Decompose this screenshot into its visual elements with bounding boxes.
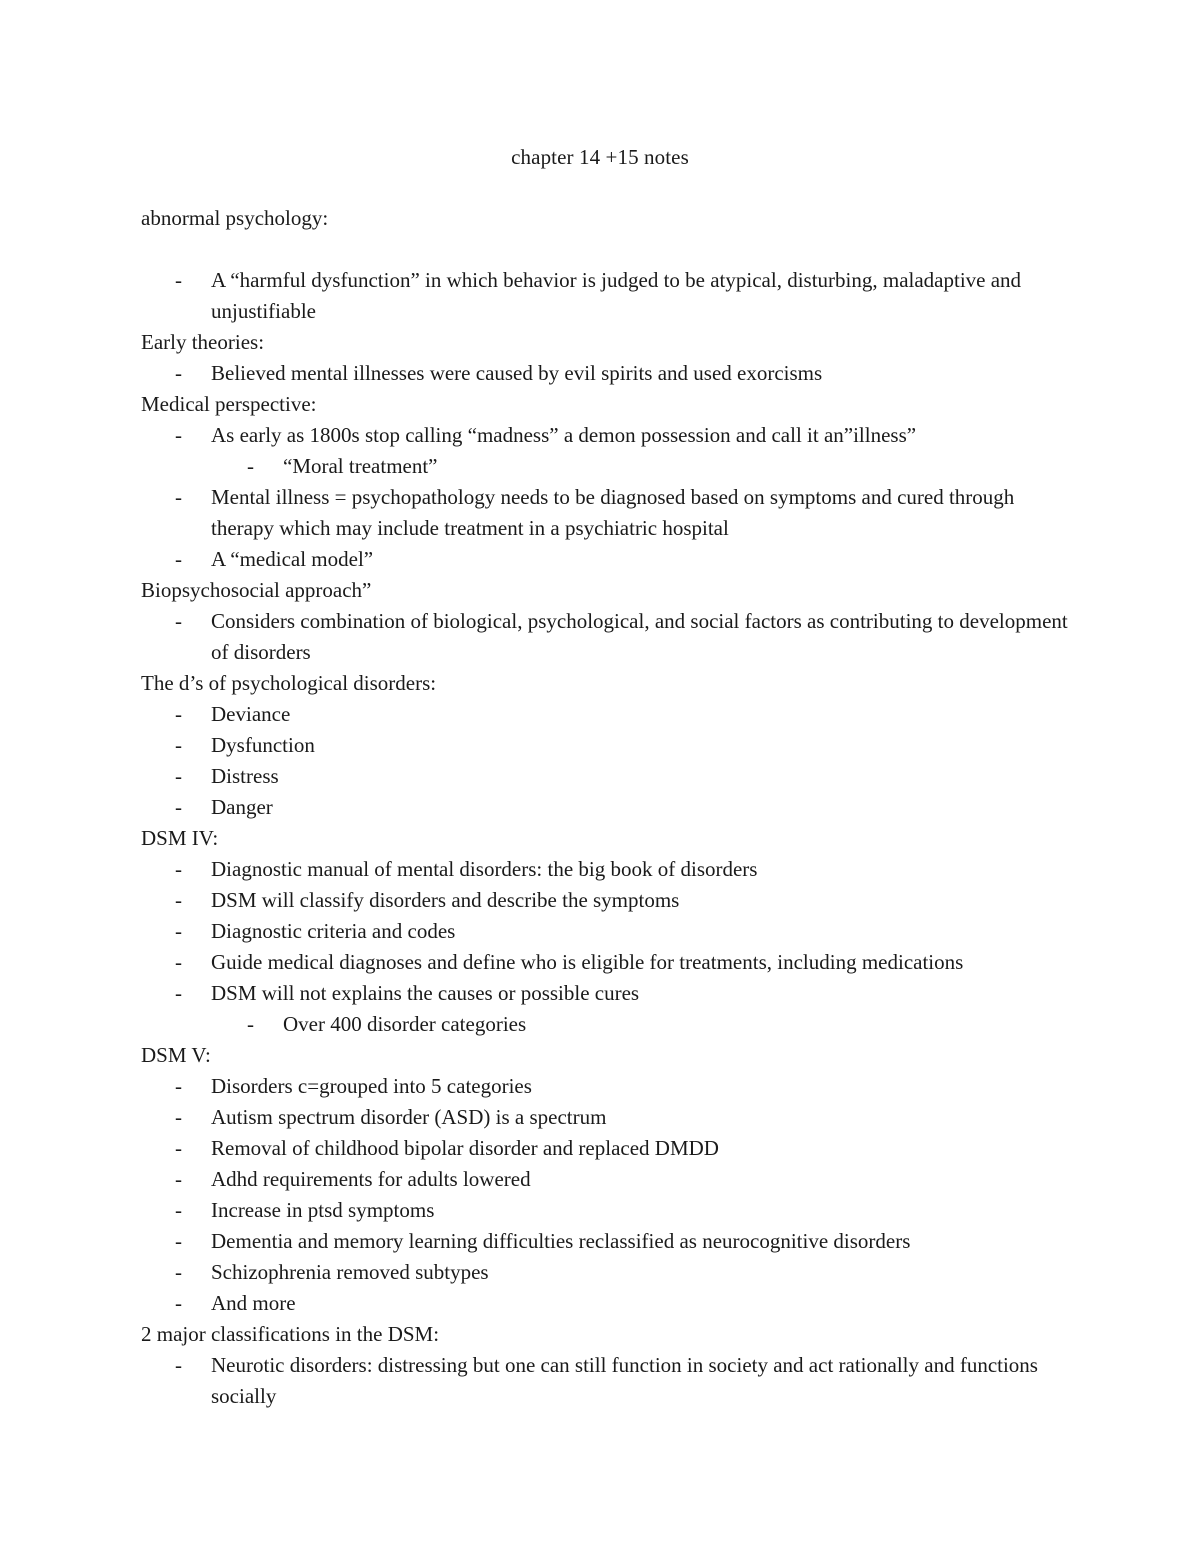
list-item bbox=[141, 916, 1071, 947]
list-item-text: As early as 1800s stop calling “madness” a demon possession and call it an”illness” bbox=[211, 423, 917, 447]
list-item bbox=[141, 947, 1071, 978]
list-item bbox=[141, 1226, 1071, 1257]
dash-bullet-icon: - bbox=[175, 1260, 182, 1284]
dash-bullet-icon: - bbox=[175, 1291, 182, 1315]
list-item bbox=[141, 1195, 1071, 1226]
dash-bullet-icon: - bbox=[175, 795, 182, 819]
bullet-list bbox=[141, 1071, 1071, 1319]
list-item bbox=[141, 606, 1071, 668]
list-item bbox=[141, 265, 1071, 327]
list-item-text: Neurotic disorders: distressing but one can still function in society and act rationally and functions socially bbox=[211, 1353, 1038, 1408]
list-item bbox=[141, 699, 1071, 730]
list-item-text: Considers combination of biological, psychological, and social factors as contributing to development of disorders bbox=[211, 609, 1068, 664]
page-title: chapter 14 +15 notes bbox=[511, 145, 689, 169]
dash-bullet-icon: - bbox=[175, 1198, 182, 1222]
list-item bbox=[141, 544, 1071, 575]
bullet-list bbox=[141, 606, 1071, 668]
dash-bullet-icon: - bbox=[247, 1012, 254, 1036]
list-item-text: And more bbox=[211, 1291, 296, 1315]
list-item-text: Danger bbox=[211, 795, 273, 819]
list-item-text: A “medical model” bbox=[211, 547, 374, 571]
list-item-text: Removal of childhood bipolar disorder and replaced DMDD bbox=[211, 1136, 719, 1160]
list-item-text: A “harmful dysfunction” in which behavior is judged to be atypical, disturbing, maladaptive and unjustifiable bbox=[211, 268, 1022, 323]
dash-bullet-icon: - bbox=[247, 454, 254, 478]
list-item bbox=[141, 1102, 1071, 1133]
list-item-text: Schizophrenia removed subtypes bbox=[211, 1260, 489, 1284]
list-item bbox=[141, 792, 1071, 823]
sub-list-item-text: Over 400 disorder categories bbox=[283, 1012, 527, 1036]
list-item-text: Diagnostic criteria and codes bbox=[211, 919, 456, 943]
list-item-text: Guide medical diagnoses and define who is eligible for treatments, including medications bbox=[211, 950, 964, 974]
list-item bbox=[141, 854, 1071, 885]
list-item bbox=[141, 978, 1071, 1009]
section-heading: Biopsychosocial approach” bbox=[141, 578, 372, 602]
list-item-text: Autism spectrum disorder (ASD) is a spectrum bbox=[211, 1105, 607, 1129]
dash-bullet-icon: - bbox=[175, 547, 182, 571]
list-item bbox=[141, 1133, 1071, 1164]
section-heading: abnormal psychology: bbox=[141, 206, 329, 230]
list-item-text: Diagnostic manual of mental disorders: the big book of disorders bbox=[211, 857, 758, 881]
bullet-list bbox=[141, 420, 1071, 575]
dash-bullet-icon: - bbox=[175, 1229, 182, 1253]
section-heading: The d’s of psychological disorders: bbox=[141, 671, 437, 695]
dash-bullet-icon: - bbox=[175, 485, 182, 509]
dash-bullet-icon: - bbox=[175, 1167, 182, 1191]
dash-bullet-icon: - bbox=[175, 950, 182, 974]
list-item bbox=[141, 482, 1071, 544]
bullet-list bbox=[141, 265, 1071, 327]
dash-bullet-icon: - bbox=[175, 919, 182, 943]
list-item-text: Believed mental illnesses were caused by evil spirits and used exorcisms bbox=[211, 361, 823, 385]
dash-bullet-icon: - bbox=[175, 981, 182, 1005]
section-heading: DSM IV: bbox=[141, 826, 219, 850]
list-item bbox=[141, 1164, 1071, 1195]
bullet-list bbox=[141, 1350, 1071, 1412]
list-item-text: Increase in ptsd symptoms bbox=[211, 1198, 435, 1222]
list-item-text: Distress bbox=[211, 764, 279, 788]
bullet-list bbox=[141, 854, 1071, 1040]
bullet-list bbox=[141, 358, 1071, 389]
section-heading: 2 major classifications in the DSM: bbox=[141, 1322, 440, 1346]
list-item-text: Dysfunction bbox=[211, 733, 315, 757]
list-item bbox=[141, 761, 1071, 792]
list-item-text: Dementia and memory learning difficulties reclassified as neurocognitive disorders bbox=[211, 1229, 911, 1253]
list-item-text: DSM will not explains the causes or possible cures bbox=[211, 981, 640, 1005]
section-heading: DSM V: bbox=[141, 1043, 211, 1067]
dash-bullet-icon: - bbox=[175, 609, 182, 633]
bullet-list bbox=[141, 699, 1071, 823]
section-heading: Early theories: bbox=[141, 330, 265, 354]
list-item-text: Adhd requirements for adults lowered bbox=[211, 1167, 531, 1191]
dash-bullet-icon: - bbox=[175, 764, 182, 788]
dash-bullet-icon: - bbox=[175, 1105, 182, 1129]
dash-bullet-icon: - bbox=[175, 1136, 182, 1160]
list-item-text: DSM will classify disorders and describe the symptoms bbox=[211, 888, 680, 912]
sub-list-item-text: “Moral treatment” bbox=[283, 454, 438, 478]
dash-bullet-icon: - bbox=[175, 733, 182, 757]
list-item bbox=[141, 1257, 1071, 1288]
list-item bbox=[141, 358, 1071, 389]
dash-bullet-icon: - bbox=[175, 423, 182, 447]
list-item bbox=[141, 730, 1071, 761]
sub-list-item bbox=[141, 451, 1071, 482]
list-item-text: Deviance bbox=[211, 702, 291, 726]
dash-bullet-icon: - bbox=[175, 857, 182, 881]
dash-bullet-icon: - bbox=[175, 1353, 182, 1377]
list-item bbox=[141, 1071, 1071, 1102]
list-item bbox=[141, 1288, 1071, 1319]
dash-bullet-icon: - bbox=[175, 702, 182, 726]
list-item bbox=[141, 420, 1071, 451]
dash-bullet-icon: - bbox=[175, 361, 182, 385]
list-item bbox=[141, 885, 1071, 916]
dash-bullet-icon: - bbox=[175, 268, 182, 292]
list-item-text: Mental illness = psychopathology needs to be diagnosed based on symptoms and cured through therapy which may include treatment in a psychiatric hospital bbox=[211, 485, 1015, 540]
dash-bullet-icon: - bbox=[175, 1074, 182, 1098]
dash-bullet-icon: - bbox=[175, 888, 182, 912]
notes-body bbox=[141, 203, 1071, 1412]
list-item bbox=[141, 1350, 1071, 1412]
section-heading: Medical perspective: bbox=[141, 392, 317, 416]
list-item-text: Disorders c=grouped into 5 categories bbox=[211, 1074, 532, 1098]
sub-list-item bbox=[141, 1009, 1071, 1040]
